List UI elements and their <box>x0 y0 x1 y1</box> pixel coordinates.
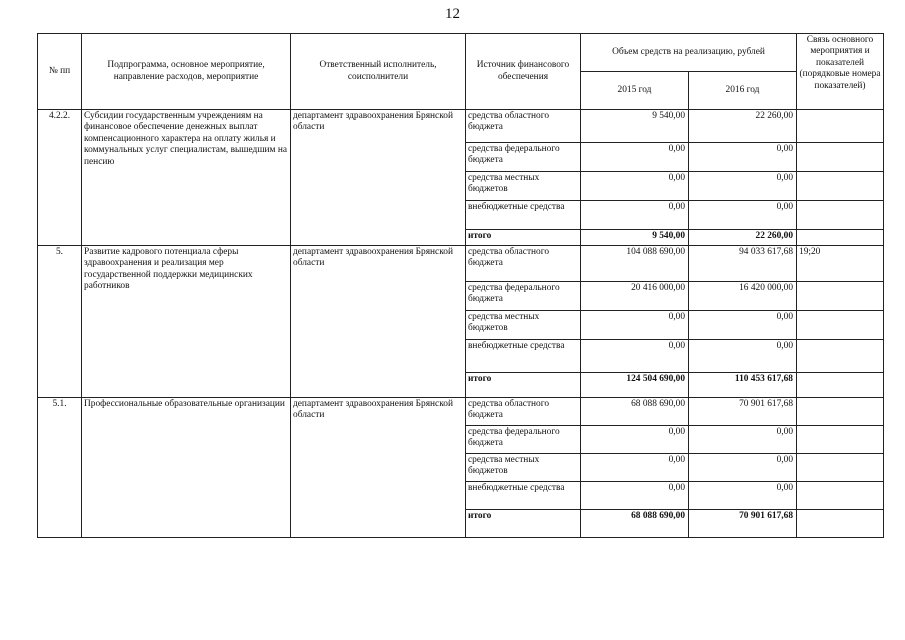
amount-2016: 70 901 617,68 <box>689 398 797 426</box>
amount-2016: 70 901 617,68 <box>689 510 797 538</box>
amount-2016: 22 260,00 <box>689 230 797 246</box>
header-2015: 2015 год <box>581 72 689 110</box>
amount-2016: 0,00 <box>689 143 797 172</box>
indicator-link: 19;20 <box>797 246 884 282</box>
funding-source: итого <box>466 510 581 538</box>
table-row <box>38 110 884 143</box>
table-row <box>38 246 884 282</box>
amount-2015: 9 540,00 <box>581 110 689 143</box>
amount-2016: 0,00 <box>689 482 797 510</box>
indicator-link <box>797 230 884 246</box>
funding-source: итого <box>466 230 581 246</box>
indicator-link <box>797 340 884 373</box>
funding-source: внебюджетные средства <box>466 340 581 373</box>
amount-2016: 0,00 <box>689 426 797 454</box>
indicator-link <box>797 143 884 172</box>
amount-2015: 0,00 <box>581 454 689 482</box>
funding-source: внебюджетные средства <box>466 482 581 510</box>
amount-2015: 68 088 690,00 <box>581 510 689 538</box>
amount-2016: 110 453 617,68 <box>689 373 797 398</box>
header-subprogram: Подпрограмма, основное мероприятие, направление расходов, мероприятие <box>82 34 291 110</box>
funding-source: итого <box>466 373 581 398</box>
amount-2015: 9 540,00 <box>581 230 689 246</box>
funding-source: средства местных бюджетов <box>466 311 581 340</box>
section-number: 5. <box>38 246 82 398</box>
section-name: Субсидии государственным учреждениям на финансовое обеспечение денежных выплат компенсационного характера на оплату жилья и коммунальных услуг специалистам, вышедшим на пенсию <box>82 110 291 246</box>
amount-2016: 0,00 <box>689 454 797 482</box>
funding-source: средства областного бюджета <box>466 398 581 426</box>
header-source: Источник финансового обеспечения <box>466 34 581 110</box>
amount-2016: 22 260,00 <box>689 110 797 143</box>
header-link: Связь основного мероприятия и показателей (порядковые номера показателей) <box>797 34 884 110</box>
indicator-link <box>797 510 884 538</box>
funding-source: средства федерального бюджета <box>466 143 581 172</box>
header-executor: Ответственный исполнитель, соисполнители <box>291 34 466 110</box>
funding-source: внебюджетные средства <box>466 201 581 230</box>
indicator-link <box>797 482 884 510</box>
header-2016: 2016 год <box>689 72 797 110</box>
amount-2016: 94 033 617,68 <box>689 246 797 282</box>
funding-source: средства местных бюджетов <box>466 172 581 201</box>
amount-2016: 0,00 <box>689 340 797 373</box>
amount-2016: 16 420 000,00 <box>689 282 797 311</box>
amount-2015: 0,00 <box>581 340 689 373</box>
indicator-link <box>797 426 884 454</box>
amount-2016: 0,00 <box>689 311 797 340</box>
indicator-link <box>797 282 884 311</box>
funding-source: средства федерального бюджета <box>466 282 581 311</box>
amount-2015: 0,00 <box>581 201 689 230</box>
section-executor: департамент здравоохранения Брянской области <box>291 110 466 246</box>
funding-source: средства областного бюджета <box>466 110 581 143</box>
indicator-link <box>797 398 884 426</box>
amount-2015: 124 504 690,00 <box>581 373 689 398</box>
indicator-link <box>797 172 884 201</box>
amount-2015: 0,00 <box>581 426 689 454</box>
funding-source: средства федерального бюджета <box>466 426 581 454</box>
indicator-link <box>797 201 884 230</box>
indicator-link <box>797 373 884 398</box>
section-name: Развитие кадрового потенциала сферы здравоохранения и реализация мер государственной поддержки медицинских работников <box>82 246 291 398</box>
indicator-link <box>797 110 884 143</box>
financing-table <box>37 33 884 538</box>
amount-2015: 20 416 000,00 <box>581 282 689 311</box>
indicator-link <box>797 454 884 482</box>
funding-source: средства областного бюджета <box>466 246 581 282</box>
amount-2016: 0,00 <box>689 201 797 230</box>
page-number: 12 <box>445 6 460 22</box>
amount-2015: 104 088 690,00 <box>581 246 689 282</box>
header-num: № пп <box>38 34 82 110</box>
section-number: 4.2.2. <box>38 110 82 246</box>
funding-source: средства местных бюджетов <box>466 454 581 482</box>
section-name: Профессиональные образовательные организации <box>82 398 291 538</box>
amount-2015: 68 088 690,00 <box>581 398 689 426</box>
table-body <box>38 110 884 538</box>
section-executor: департамент здравоохранения Брянской области <box>291 246 466 398</box>
amount-2015: 0,00 <box>581 482 689 510</box>
table-row <box>38 398 884 426</box>
amount-2015: 0,00 <box>581 143 689 172</box>
header-funds: Объем средств на реализацию, рублей <box>581 34 797 72</box>
amount-2016: 0,00 <box>689 172 797 201</box>
section-number: 5.1. <box>38 398 82 538</box>
section-executor: департамент здравоохранения Брянской области <box>291 398 466 538</box>
indicator-link <box>797 311 884 340</box>
amount-2015: 0,00 <box>581 311 689 340</box>
amount-2015: 0,00 <box>581 172 689 201</box>
